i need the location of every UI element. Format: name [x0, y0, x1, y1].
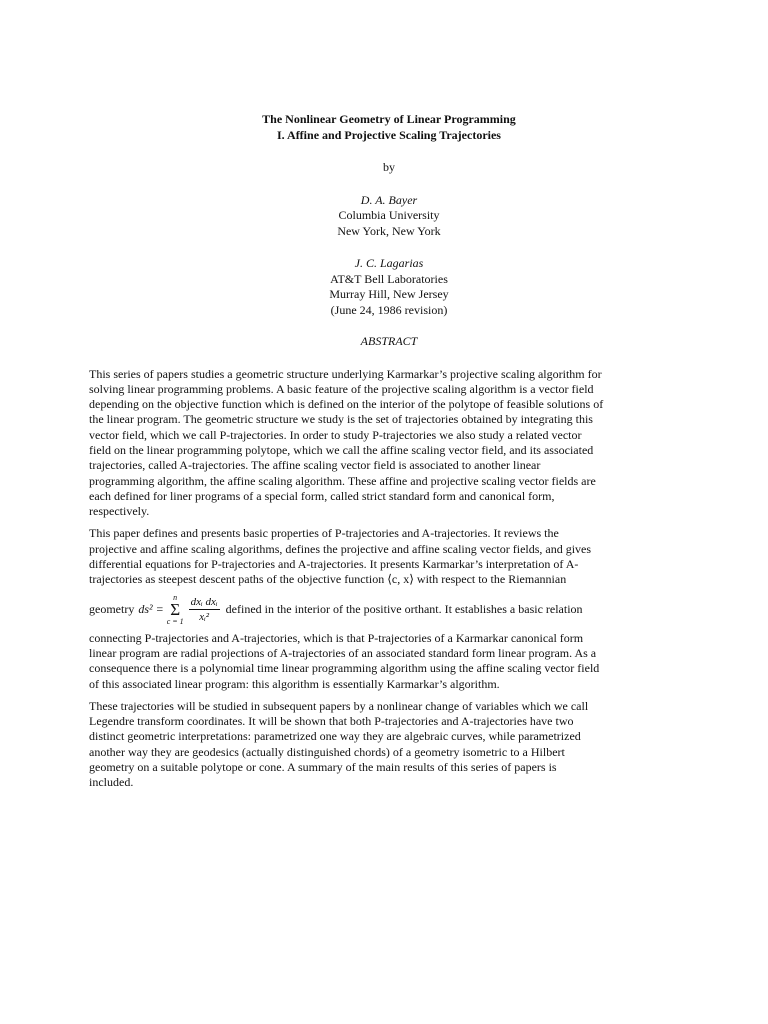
- paragraph-1-line: trajectories, called A-trajectories. The affine scaling vector field is associated to another linear: [89, 458, 541, 473]
- paragraph-3-line: included.: [89, 775, 134, 790]
- sum-upper-limit: n: [173, 592, 178, 602]
- fraction-denominator: xᵢ²: [199, 610, 210, 623]
- abstract-heading: ABSTRACT: [360, 334, 418, 348]
- paragraph-3-line: Legendre transform coordinates. It will be shown that both P-trajectories and A-trajectories have two: [89, 714, 574, 729]
- paragraph-3-line: another way they are geodesics (actually distinguished chords) of a geometry isometric to a Hilbert: [89, 744, 565, 759]
- equation-prefix: geometry: [89, 601, 135, 616]
- paragraph-3-line: distinct geometric interpretations: parametrized one way they are algebraic curves, while parametrized: [89, 729, 581, 744]
- equation-suffix: defined in the interior of the positive orthant. It establishes a basic relation: [225, 601, 583, 616]
- paragraph-2-line: of this associated linear program: this algorithm is essentially Karmarkar’s algorithm.: [89, 676, 500, 691]
- paragraph-1-line: each defined for liner programs of a special form, called strict standard form and canonical form,: [89, 488, 555, 503]
- author-1-name: D. A. Bayer: [360, 192, 418, 207]
- paragraph-2-line: projective and affine scaling algorithms, defines the projective and affine scaling vector fields, and gives: [89, 541, 592, 556]
- fraction-numerator: dxᵢ dxᵢ: [190, 595, 218, 608]
- summation: [167, 593, 184, 626]
- author-2-date: (June 24, 1986 revision): [330, 302, 448, 317]
- paragraph-3-line: These trajectories will be studied in subsequent papers by a nonlinear change of variables which we call: [89, 698, 589, 713]
- sum-lower-limit: c = 1: [166, 616, 184, 626]
- paragraph-3-line: geometry on a suitable polytope or cone. A summary of the main results of this series of papers is: [89, 760, 557, 775]
- paragraph-1-line: programming algorithm, the affine scaling algorithm. These affine and projective scaling vector fields are: [89, 473, 596, 488]
- author-2: [89, 256, 689, 318]
- paragraph-2-line: differential equations for P-trajectories and A-trajectories. It presents Karmarkar’s interpretation of A-: [89, 557, 579, 572]
- author-1: [89, 193, 689, 240]
- paragraph-1-line: vector field, which we call P-trajectories. In order to study P-trajectories we also study a related vector: [89, 427, 582, 442]
- paragraph-1-line: field on the linear programming polytope, which we call the affine scaling vector field, and its associated: [89, 442, 594, 457]
- by-label: by: [383, 160, 395, 174]
- fraction: [189, 596, 220, 623]
- paragraph-1-line: This series of papers studies a geometric structure underlying Karmarkar’s projective scaling algorithm for: [89, 366, 602, 381]
- paragraph-1-line: respectively.: [89, 504, 150, 519]
- author-2-name: J. C. Lagarias: [354, 256, 424, 270]
- title-line-2: I. Affine and Projective Scaling Trajectories: [277, 127, 501, 142]
- sigma-symbol: Σ: [170, 599, 181, 619]
- paragraph-2-line: This paper defines and presents basic properties of P-trajectories and A-trajectories. It reviews the: [89, 526, 559, 541]
- riemannian-metric-equation: [89, 588, 689, 631]
- paragraph-2-line: linear program are radial projections of A-trajectories of an associated standard form linear program. As a: [89, 645, 597, 660]
- paragraph-1-line: depending on the objective function which is defined on the interior of the polytope of feasible solutions of: [89, 397, 604, 412]
- paper-page: [89, 112, 689, 798]
- paragraph-1-line: the linear program. The geometric structure we study is the set of trajectories obtained by integrating this: [89, 412, 593, 427]
- equation-lhs: ds² =: [138, 601, 164, 616]
- author-2-affiliation-2: Murray Hill, New Jersey: [329, 287, 449, 301]
- paragraph-2-line: connecting P-trajectories and A-trajectories, which is that P-trajectories of a Karmarkar canonical form: [89, 630, 584, 645]
- paragraph-2: [89, 526, 689, 691]
- paragraph-3: [89, 699, 689, 791]
- paragraph-1: [89, 367, 689, 520]
- paragraph-2-line: consequence there is a polynomial time linear programming algorithm using the affine scaling vector field: [89, 661, 600, 676]
- abstract-body: [89, 367, 689, 791]
- author-1-affiliation-2: New York, New York: [337, 223, 441, 238]
- author-1-affiliation-1: Columbia University: [338, 208, 440, 222]
- title-line-1: The Nonlinear Geometry of Linear Programming: [262, 112, 516, 126]
- title-block: [89, 112, 689, 350]
- paragraph-2-line: trajectories as steepest descent paths of the objective function ⟨c, x⟩ with respect to the Riemannian: [89, 572, 567, 587]
- paragraph-1-line: solving linear programming problems. A basic feature of the projective scaling algorithm is a vector field: [89, 381, 594, 396]
- author-2-affiliation-1: AT&T Bell Laboratories: [330, 271, 448, 286]
